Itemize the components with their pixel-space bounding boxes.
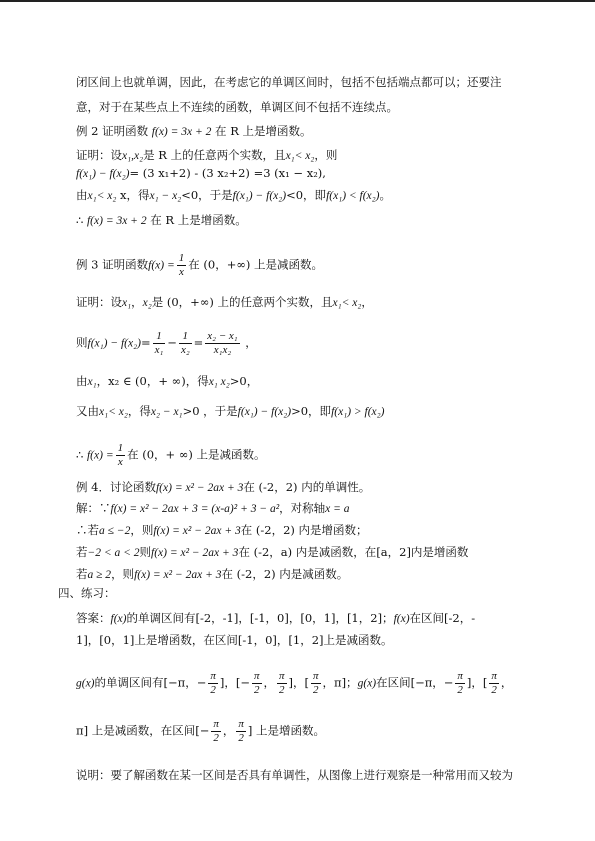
example-3-title: 例 3 证明函数f(x) = $\frac{1}{x}$ 在 (0，+∞) 上是减函数。 (76, 252, 324, 278)
answer-line-1: 答案：f(x)的单调区间有[-2，-1]，[-1，0]，[0，1]，[1，2]；f(x)在区间[-2，- (76, 611, 476, 625)
top-rule (0, 0, 595, 2)
case-3: 若a ≥ 2，则f(x) = x² − 2ax + 3在 (-2，2) 内是减函数。 (76, 567, 349, 581)
fraction: $\frac{1}{\text{x₂}}$ (180, 330, 190, 356)
solution-4: 解：∵f(x) = x² − 2ax + 3 = (x-a)² + 3 − a²，对称轴x = a (76, 501, 350, 515)
proof-2-reasoning: 由x₁< x₂ x，得x₁ − x₂<0，于是f(x₁) − f(x₂)<0，即f(x₁) < f(x₂)。 (76, 188, 391, 202)
fraction: $\frac{\pi}{2}$ (213, 718, 219, 744)
fraction: $\frac{\text{x₂ − x₁}}{\text{x₁x₂}}$ (207, 330, 238, 356)
example-2-title: 例 2 证明函数 f(x) = 3x + 2 在 R 上是增函数。 (76, 124, 312, 138)
g-monotonic-line: π] 上是减函数，在区间[− $\frac{\pi}{2}$ ， $\frac{\pi}{2}$ ] 上是增函数。 (76, 718, 326, 744)
text-line: 闭区间上也就单调，因此，在考虑它的单调区间时，包括不包括端点都可以；还要注 (76, 75, 502, 89)
proof-2-equation: f(x₁) − f(x₂)= (3 x₁+2) - (3 x₂+2) =3 (x₁ − x₂), (76, 166, 326, 180)
conclusion-2: ∴ f(x) = 3x + 2 在 R 上是增函数。 (76, 213, 247, 227)
fraction: $\frac{1}{x}$ (178, 252, 185, 278)
fraction: $\frac{\pi}{2}$ (279, 670, 285, 696)
text-line: 意，对于在某些点上不连续的函数，单调区间不包括不连续点。 (76, 100, 398, 114)
conclusion-3: ∴ f(x) = $\frac{1}{x}$ 在 (0，+ ∞) 上是减函数。 (76, 442, 266, 468)
proof-3-reasoning: 又由x₁< x₂，得x₂ − x₁>0 ，于是f(x₁) − f(x₂)>0，即f(x₁) > f(x₂) (76, 404, 385, 418)
proof-3-line: 证明：设x₁，x₂是 (0，+∞) 上的任意两个实数，且x₁< x₂， (76, 295, 373, 309)
fraction: $\frac{\pi}{2}$ (238, 718, 244, 744)
case-1: ∴若a ≤ −2，则f(x) = x² − 2ax + 3在 (-2，2) 内是增函数； (76, 523, 368, 537)
proof-3-equation: 则f(x₁) − f(x₂)= $\frac{1}{\text{x₁}}$ − $\frac{1}{\text{x₂}}$ = $\frac{\text{x₂ − x₁}}{\text{x₁x₂}}$ ， (76, 330, 257, 356)
fraction: $\frac{1}{\text{x₁}}$ (154, 330, 164, 356)
fraction: $\frac{\pi}{2}$ (253, 670, 260, 696)
proof-3-domain: 由x₁，x₂ ∈ (0，+ ∞)，得x₁ x₂>0， (76, 374, 259, 388)
example-4-title: 例 4．讨论函数f(x) = x² − 2ax + 3在 (-2，2) 内的单调性。 (76, 480, 371, 494)
fraction: $\frac{\pi}{2}$ (313, 670, 319, 696)
answer-line-2: 1]，[0，1]上是增函数，在区间[-1，0]，[1，2]上是减函数。 (76, 633, 393, 647)
proof-2-line: 证明：设x₁,x₂是 R 上的任意两个实数，且x₁< x₂，则 (76, 148, 338, 162)
fraction: $\frac{\pi}{2}$ (457, 670, 463, 696)
note-line: 说明：要了解函数在某一区间是否具有单调性，从图像上进行观察是一种常用而又较为 (76, 768, 513, 782)
fraction: $\frac{\pi}{2}$ (491, 670, 497, 696)
fraction: $\frac{\pi}{2}$ (210, 670, 216, 696)
fraction: $\frac{1}{x}$ (117, 442, 124, 468)
case-2: 若−2 < a < 2则f(x) = x² − 2ax + 3在 (-2，a) 内是减函数，在[a，2]内是增函数 (76, 545, 469, 559)
section-heading: 四、练习： (58, 586, 116, 600)
g-intervals-line: g(x)的单调区间有[−π，− $\frac{\pi}{2}$ ]，[− $\frac{\pi}{2}$ ， $\frac{\pi}{2}$ ]，[ $\frac{\pi}{2}$ ，π]；g(x)在区间[−π，− $\frac{\pi}{2}$ ]，[ $\frac{\pi}{2}$ ， (76, 670, 513, 696)
